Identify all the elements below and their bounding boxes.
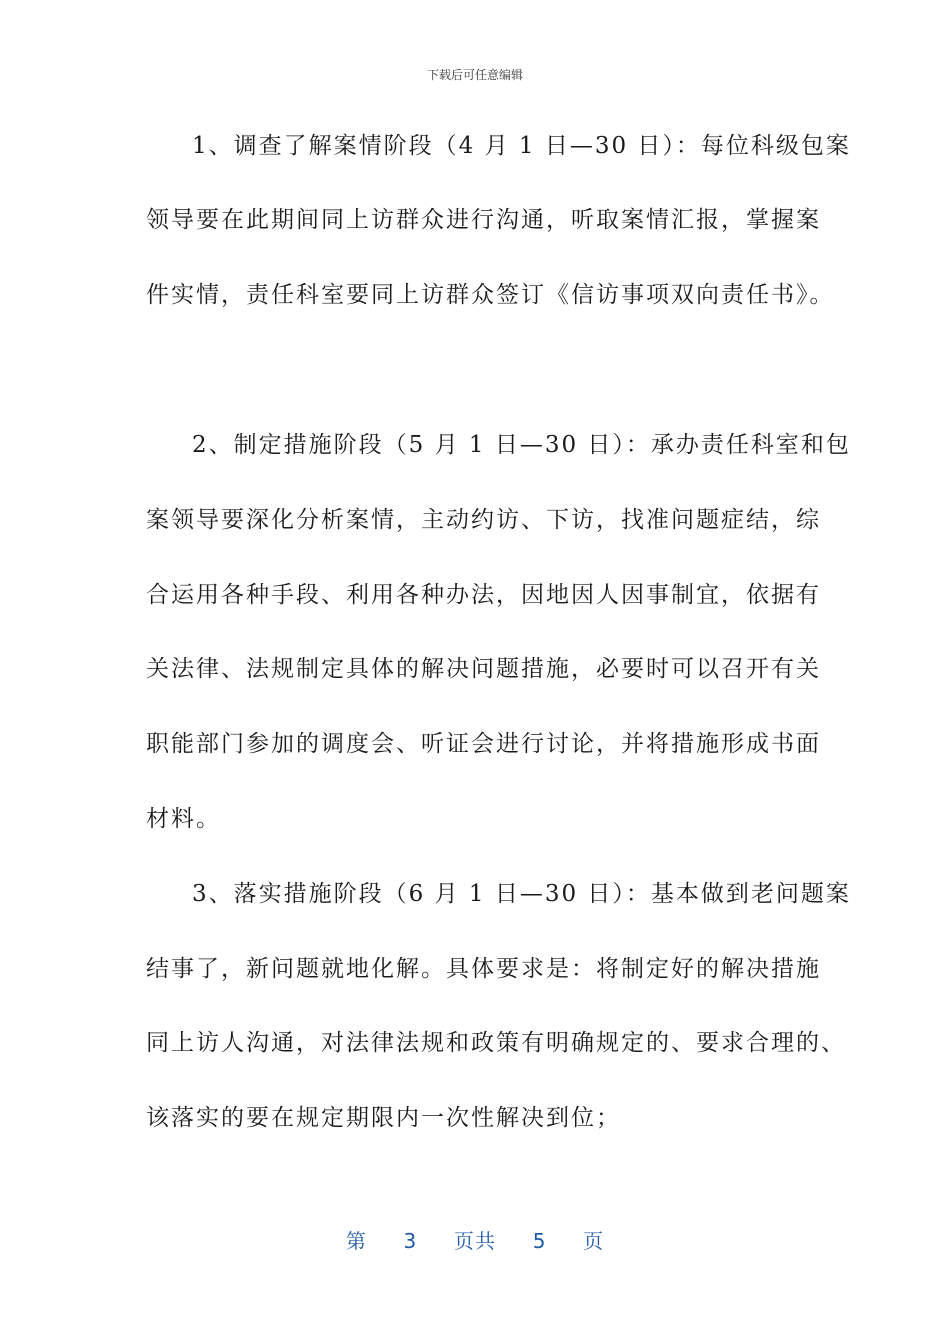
paragraph-2-line-1: 2、制定措施阶段（5 月 1 日—30 日）：承办责任科室和包 [192, 432, 851, 458]
paragraph-2-line-5: 职能部门参加的调度会、听证会进行讨论，并将措施形成书面 [146, 731, 821, 757]
footer-suffix: 页 [583, 1229, 605, 1253]
paragraph-1-line-1: 1、调查了解案情阶段（4 月 1 日—30 日）：每位科级包案 [192, 133, 851, 159]
footer-prefix: 第 [345, 1229, 367, 1253]
paragraph-2-line-3: 合运用各种手段、利用各种办法，因地因人因事制宜，依据有 [146, 582, 821, 608]
page-footer [0, 1225, 950, 1254]
page-header: 下载后可任意编辑 [426, 68, 523, 82]
paragraph-1-line-3: 件实情，责任科室要同上访群众签订《信访事项双向责任书》。 [146, 282, 835, 308]
footer-current-page: 3 [403, 1229, 418, 1253]
paragraph-2-line-2: 案领导要深化分析案情，主动约访、下访，找准问题症结，综 [146, 507, 821, 533]
footer-middle: 页共 [454, 1229, 496, 1253]
paragraph-2-line-4: 关法律、法规制定具体的解决问题措施，必要时可以召开有关 [146, 656, 821, 682]
paragraph-1-line-2: 领导要在此期间同上访群众进行沟通，听取案情汇报，掌握案 [146, 207, 821, 233]
paragraph-3-line-4: 该落实的要在规定期限内一次性解决到位； [146, 1105, 621, 1131]
footer-total-pages: 5 [532, 1229, 547, 1253]
paragraph-2-line-6: 材料。 [146, 806, 221, 832]
paragraph-3-line-1: 3、落实措施阶段（6 月 1 日—30 日）：基本做到老问题案 [192, 881, 851, 907]
paragraph-3-line-3: 同上访人沟通，对法律法规和政策有明确规定的、要求合理的、 [146, 1030, 846, 1056]
paragraph-3-line-2: 结事了，新问题就地化解。具体要求是：将制定好的解决措施 [146, 956, 821, 982]
